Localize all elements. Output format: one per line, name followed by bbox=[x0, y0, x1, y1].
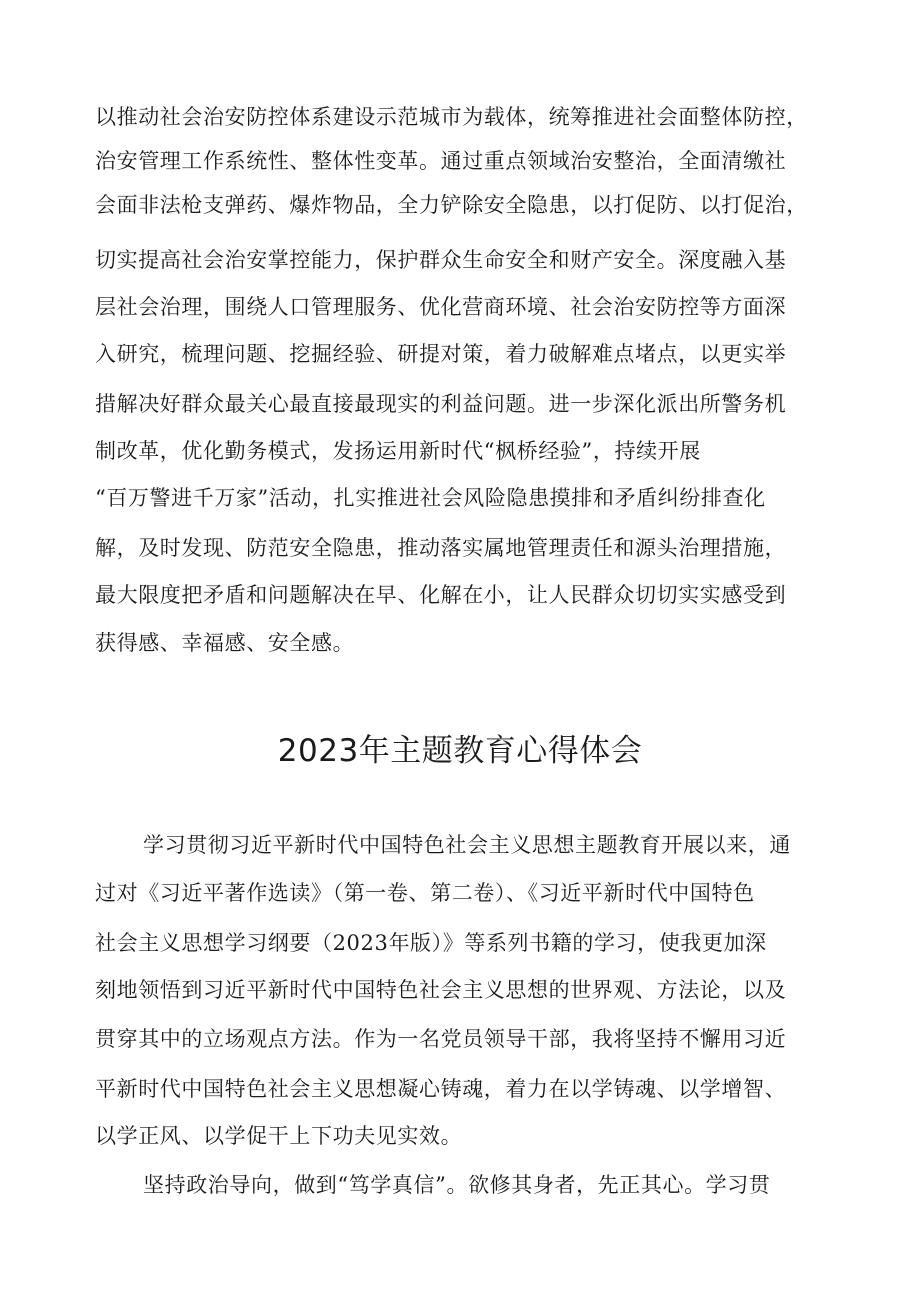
paragraph-line: 平新时代中国特色社会主义思想凝心铸魂，着力在以学铸魂、以学增智、 bbox=[95, 1077, 787, 1101]
paragraph-line: 获得感、幸福感、安全感。 bbox=[95, 631, 355, 655]
paragraph-line: 过对《习近平著作选读》（第一卷、第二卷）、《习近平新时代中国特色 bbox=[95, 881, 755, 905]
paragraph-line: 切实提高社会治安掌控能力，保护群众生命安全和财产安全。深度融入基 bbox=[95, 248, 787, 272]
paragraph-line: 学习贯彻习近平新时代中国特色社会主义思想主题教育开展以来，通 bbox=[143, 833, 791, 857]
paragraph-line: 会面非法枪支弹药、爆炸物品，全力铲除安全隐患，以打促防、以打促治， bbox=[95, 193, 808, 217]
paragraph-line: 层社会治理，围绕人口管理服务、优化营商环境、社会治安防控等方面深 bbox=[95, 295, 787, 319]
paragraph-line: 解，及时发现、防范安全隐患，推动落实属地管理责任和源头治理措施， bbox=[95, 536, 787, 560]
paragraph-line: 贯穿其中的立场观点方法。作为一名党员领导干部，我将坚持不懈用习近 bbox=[95, 1027, 787, 1051]
paragraph-line: 治安管理工作系统性、整体性变革。通过重点领域治安整治，全面清缴社 bbox=[95, 149, 787, 173]
paragraph-line: 入研究，梳理问题、挖掘经验、研提对策，着力破解难点堵点，以更实举 bbox=[95, 342, 787, 366]
paragraph-line: 以推动社会治安防控体系建设示范城市为载体，统筹推进社会面整体防控， bbox=[95, 105, 808, 129]
paragraph-line: “百万警进千万家”活动，扎实推进社会风险隐患摸排和矛盾纠纷排查化 bbox=[95, 486, 766, 510]
paragraph-line: 措解决好群众最关心最直接最现实的利益问题。进一步深化派出所警务机 bbox=[95, 392, 787, 416]
paragraph-line: 最大限度把矛盾和问题解决在早、化解在小，让人民群众切切实实感受到 bbox=[95, 583, 787, 607]
paragraph-line: 以学正风、以学促干上下功夫见实效。 bbox=[95, 1124, 463, 1148]
paragraph-line: 制改革，优化勤务模式，发扬运用新时代“枫桥经验”，持续开展 bbox=[95, 439, 701, 463]
paragraph-line: 坚持政治导向，做到“笃学真信”。欲修其身者，先正其心。学习贯 bbox=[143, 1173, 771, 1197]
paragraph-line: 刻地领悟到习近平新时代中国特色社会主义思想的世界观、方法论，以及 bbox=[95, 978, 787, 1002]
article-title: 2023年主题教育心得体会 bbox=[277, 733, 643, 769]
paragraph-line: 社会主义思想学习纲要（2023年版）》等系列书籍的学习，使我更加深 bbox=[95, 931, 767, 955]
